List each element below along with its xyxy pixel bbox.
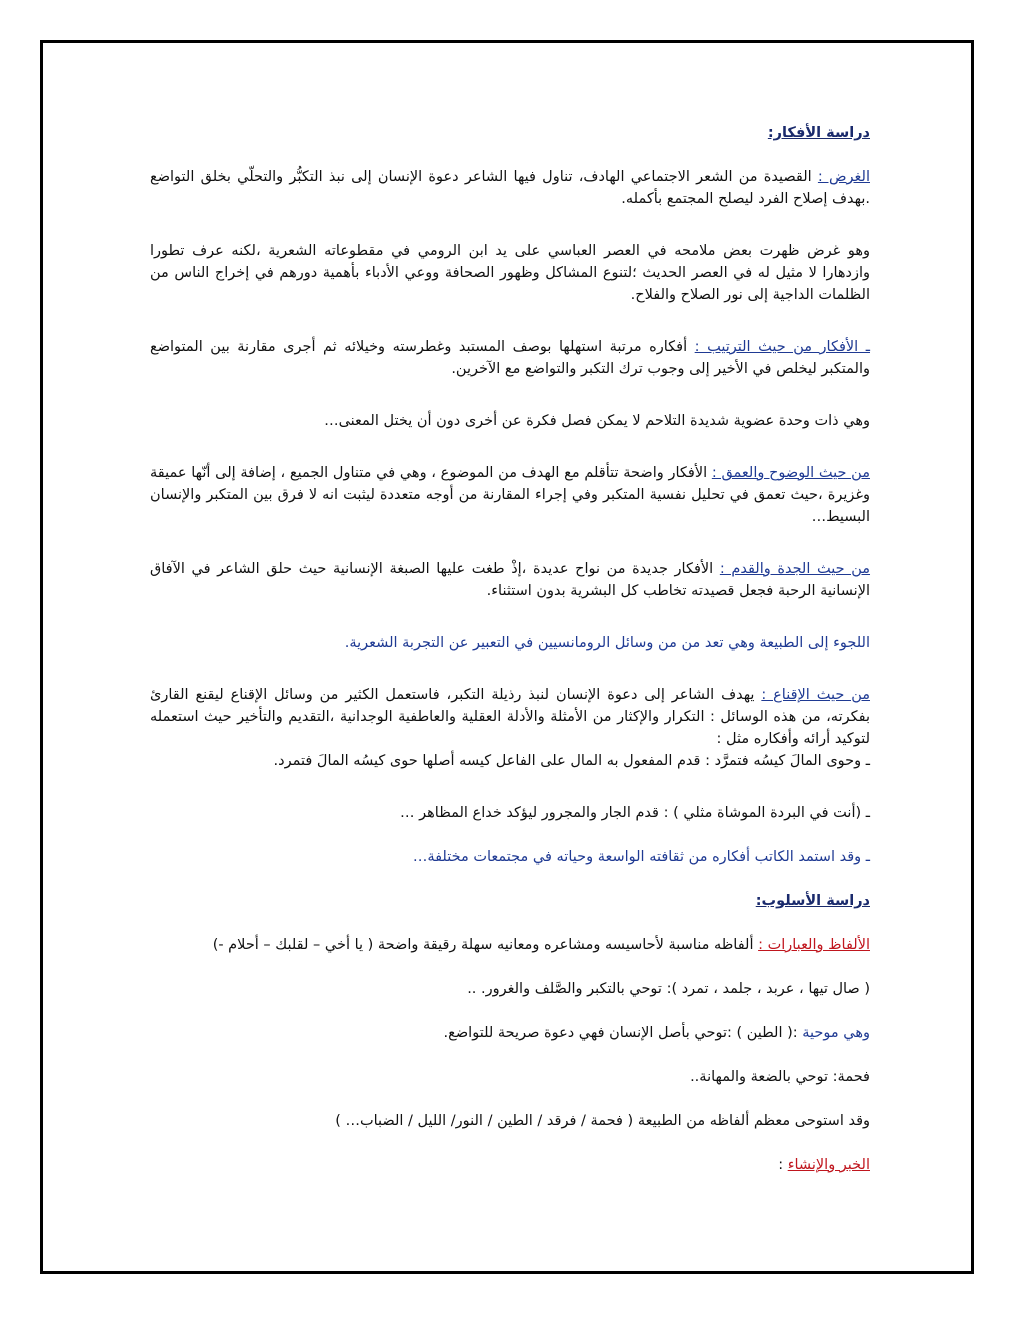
words-text: ألفاظه مناسبة لأحاسيسه ومشاعره ومعانيه سهلة رقيقة واضحة ( يا أخي – لقلبك – أحلام -)	[212, 937, 759, 953]
words-label: الألفاظ والعبارات :	[758, 937, 870, 953]
statement-label: الخبر والإنشاء	[787, 1157, 870, 1173]
sources-paragraph: ـ وقد استمد الكاتب أفكاره من ثقافته الواسعة وحياته في مجتمعات مختلفة…	[412, 849, 870, 865]
example-1: ـ وحوى المالَ كيسُه فتمرَّد : قدم المفعول به المال على الفاعل كيسه أصلها حوى كيسُه المالَ فتمرد.	[273, 753, 870, 769]
purpose-label: الغرض :	[817, 169, 870, 185]
document-body	[150, 118, 870, 1176]
coal-paragraph: فحمة: توحي بالضعة والمهانة..	[690, 1069, 870, 1085]
clarity-label: من حيث الوضوح والعمق :	[711, 465, 870, 481]
novelty-label: من حيث الجدة والقدم :	[719, 561, 871, 577]
order-paragraph	[150, 336, 870, 380]
statement-colon: :	[778, 1157, 788, 1173]
order-label: ـ الأفكار من حيث الترتيب :	[694, 339, 870, 355]
arrogance-words: ( صال تيها ، عربد ، جلمد ، تمرد ): توحي بالتكبر والصَّلف والغرور. ..	[467, 981, 870, 997]
style-heading: دراسة الأسلوب:	[755, 893, 870, 909]
novelty-paragraph	[150, 558, 870, 602]
clarity-paragraph	[150, 462, 870, 528]
history-paragraph: وهو غرض ظهرت بعض ملامحه في العصر العباسي على يد ابن الرومي في مقطوعاته الشعرية ،لكنه عرف تطورا وازدهارا لا مثيل له في العصر الحديث ؛لتنوع المشاكل وظهور الصحافة ووعي الأدباء بأهمية دورهم في إخراج الناس من الظلمات الداجية إلى نور الصلاح والفلاح.	[150, 243, 870, 303]
unity-paragraph: وهي ذات وحدة عضوية شديدة التلاحم لا يمكن فصل فكرة عن أخرى دون أن يختل المعنى…	[324, 413, 870, 429]
novelty-text: الأفكار جديدة من نواح عديدة ،إذْ طغت عليها الصبغة الإنسانية حيث حلق الشاعر في الآفاق الإنسانية الرحبة فجعل قصيدته تخاطب كل البشرية بدون استثناء.	[150, 561, 870, 599]
persuasion-text: يهدف الشاعر إلى دعوة الإنسان لنبذ رذيلة التكبر، فاستعمل الكثير من وسائل الإقناع ليقنع القارئ بفكرته، من هذه الوسائل : التكرار والإكثار من الأمثلة والأدلة العقلية والعاطفية الوجدانية ،التقديم والتأخير حيث استعمله لتوكيد أرائه وأفكاره مثل :	[150, 687, 870, 747]
persuasion-label: من حيث الإقناع :	[761, 687, 870, 703]
clarity-text: الأفكار واضحة تتأقلم مع الهدف من الموضوع ، وهي في متناول الجميع ، إضافة إلى أنّها عميقة وغزيرة ،حيث تعمق في تحليل نفسية المتكبر وفي إجراء المقارنة من أوجه متعددة ليثبت انه لا فرق بين المتكبر والإنسان البسيط…	[150, 465, 870, 525]
suggestive-paragraph	[150, 1022, 870, 1044]
purpose-paragraph	[150, 166, 870, 210]
nature-words-paragraph: وقد استوحى معظم ألفاظه من الطبيعة ( فحمة / فرقد / الطين / النور/ الليل / الضباب… )	[335, 1113, 870, 1129]
order-text: أفكاره مرتبة استهلها بوصف المستبد وغطرسته وخيلائه ثم أجرى مقارنة بين المتواضع والمتكبر ليخلص في الأخير إلى وجوب ترك التكبر والتواضع مع الآخرين.	[150, 339, 870, 377]
purpose-text: القصيدة من الشعر الاجتماعي الهادف، تناول فيها الشاعر دعوة الإنسان إلى نبذ التكبُّر والتحلّي بخلق التواضع .بهدف إصلاح الفرد ليصلح المجتمع بأكمله.	[150, 169, 870, 207]
nature-paragraph: اللجوء إلى الطبيعة وهي تعد من من وسائل الرومانسيين في التعبير عن التجربة الشعرية.	[344, 635, 870, 651]
persuasion-paragraph	[150, 684, 870, 750]
ideas-heading: دراسة الأفكار:	[767, 125, 870, 141]
suggestive-label: وهي موحية	[802, 1025, 870, 1041]
statement-heading	[150, 1154, 870, 1176]
suggestive-text: :( الطين ) :توحي بأصل الإنسان فهي دعوة صريحة للتواضع.	[443, 1025, 803, 1041]
words-paragraph	[150, 934, 870, 956]
example-2: ـ (أنت في البردة الموشاة مثلي ) : قدم الجار والمجرور ليؤكد خداع المظاهر …	[400, 805, 870, 821]
